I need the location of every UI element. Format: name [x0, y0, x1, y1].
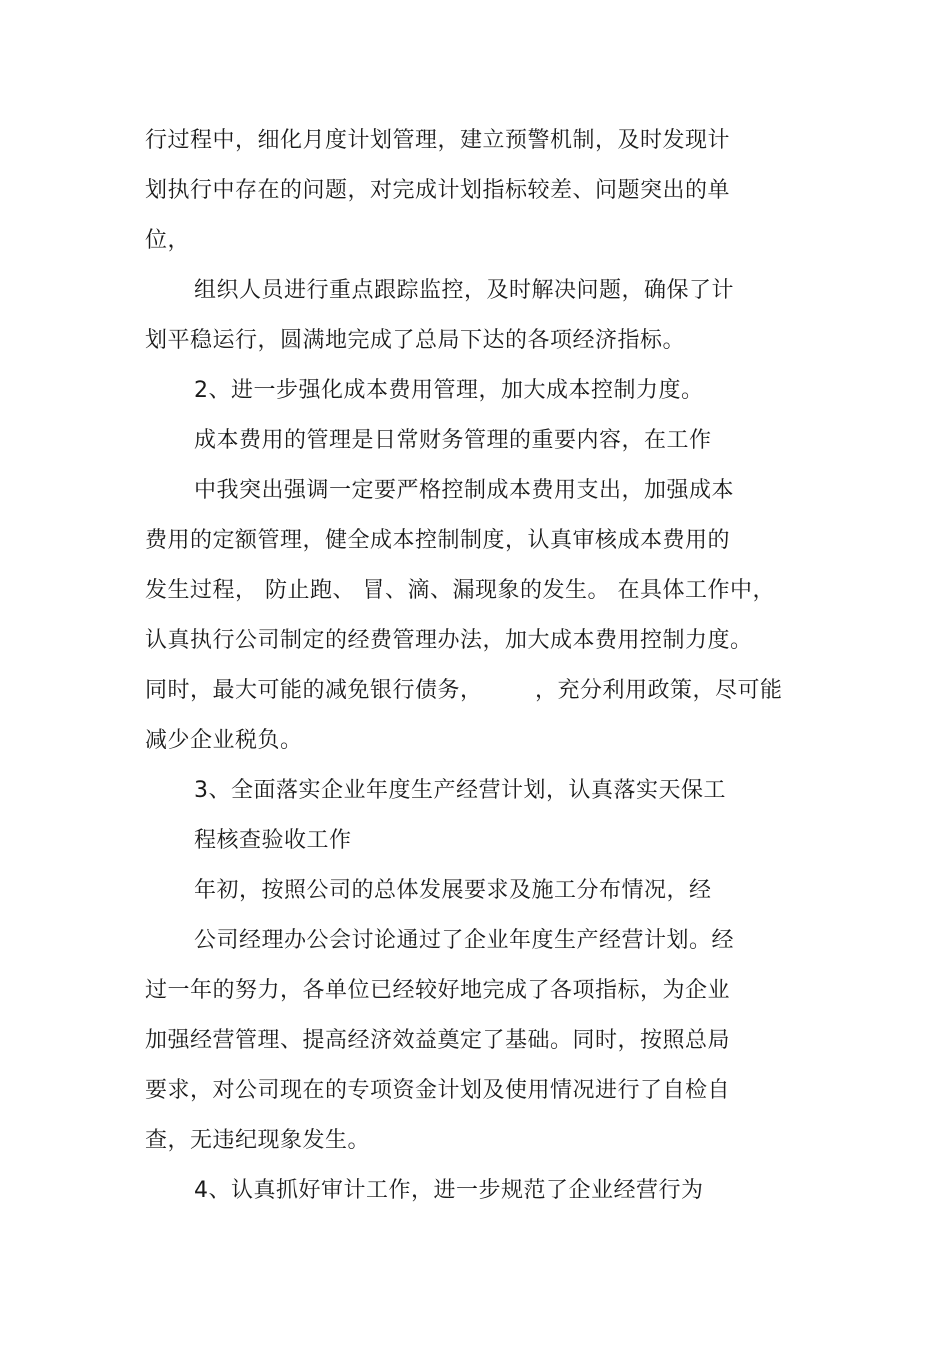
- text-line: 位，: [145, 228, 191, 253]
- text-line: 发生过程， 防止跑、 冒、滴、漏现象的发生。 在具体工作中，: [145, 578, 775, 603]
- text-line: 中我突出强调一定要严格控制成本费用支出，加强成本: [194, 478, 735, 503]
- text-line: 行过程中，细化月度计划管理，建立预警机制，及时发现计: [145, 128, 731, 153]
- text-line: 成本费用的管理是日常财务管理的重要内容，在工作: [194, 428, 712, 453]
- text-line: 年初，按照公司的总体发展要求及施工分布情况，经: [194, 878, 712, 903]
- text-line: 公司经理办公会讨论通过了企业年度生产经营计划。经: [194, 928, 735, 953]
- text-line: 认真执行公司制定的经费管理办法，加大成本费用控制力度。: [145, 628, 753, 653]
- text-line: 减少企业税负。: [145, 728, 303, 753]
- text-line: 要求，对公司现在的专项资金计划及使用情况进行了自检自: [145, 1078, 731, 1103]
- text-line: 查，无违纪现象发生。: [145, 1128, 371, 1153]
- section-heading: 2、进一步强化成本费用管理，加大成本控制力度。: [194, 378, 704, 403]
- text-line: 组织人员进行重点跟踪监控，及时解决问题，确保了计: [194, 278, 735, 303]
- text-line: 费用的定额管理，健全成本控制制度，认真审核成本费用的: [145, 528, 731, 553]
- text-line: 过一年的努力，各单位已经较好地完成了各项指标，为企业: [145, 978, 731, 1003]
- section-heading: 4、认真抓好审计工作，进一步规范了企业经营行为: [194, 1178, 704, 1203]
- section-heading-continued: 程核查验收工作: [194, 828, 352, 853]
- section-heading: 3、全面落实企业年度生产经营计划，认真落实天保工: [194, 778, 726, 803]
- text-line: 同时，最大可能的减免银行债务， ，充分利用政策，尽可能: [145, 678, 783, 703]
- text-line: 划平稳运行，圆满地完成了总局下达的各项经济指标。: [145, 328, 686, 353]
- text-line: 划执行中存在的问题，对完成计划指标较差、问题突出的单: [145, 178, 731, 203]
- text-line: 加强经营管理、提高经济效益奠定了基础。同时，按照总局: [145, 1028, 731, 1053]
